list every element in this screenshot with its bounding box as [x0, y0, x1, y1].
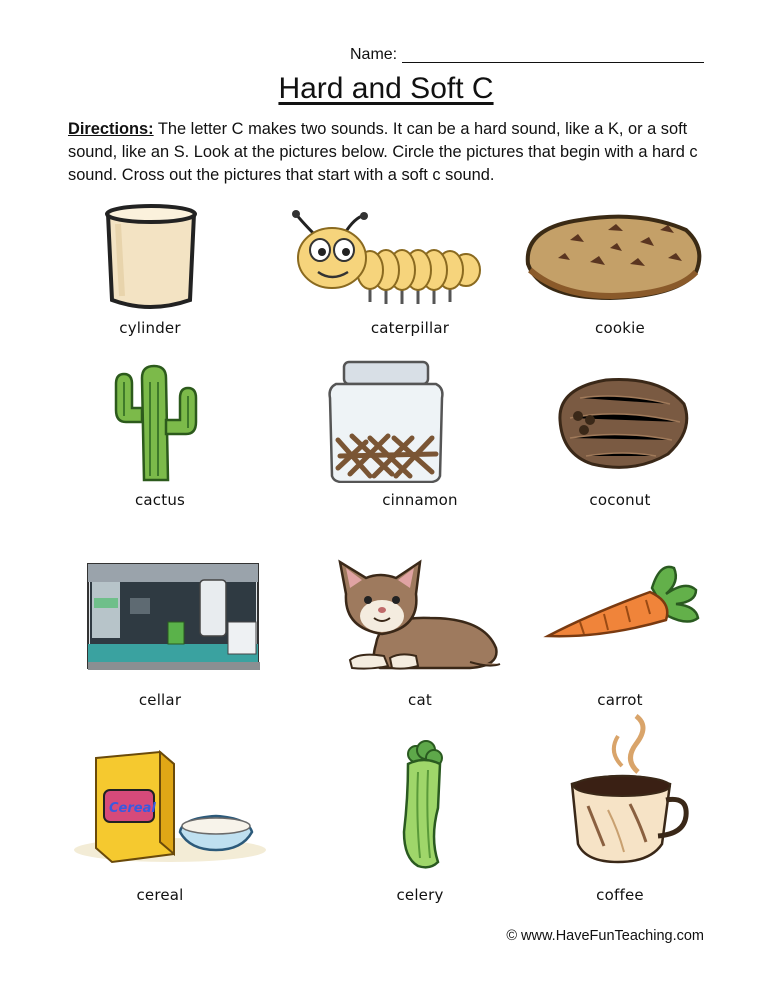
picture-label: coffee	[596, 886, 644, 904]
cactus-icon	[40, 358, 280, 483]
cookie-icon	[500, 200, 740, 315]
directions	[68, 118, 708, 187]
cylinder-icon	[30, 200, 270, 315]
svg-text:Cereal: Cereal	[109, 801, 156, 816]
directions-text: The letter C makes two sounds. It can be a hard sound, like a K, or a soft sound, like an S. Look at the pictures below. Circle the pictures that begin with a hard c sound. Cross out the pictures that start with a soft c sound.	[68, 120, 698, 184]
directions-label: Directions:	[68, 120, 154, 138]
picture-cell-cellar[interactable]	[40, 558, 280, 748]
picture-label: cat	[408, 691, 432, 709]
picture-cell-cereal[interactable]	[40, 746, 280, 936]
name-row	[350, 44, 704, 66]
picture-label: celery	[396, 886, 444, 904]
picture-label: carrot	[597, 691, 643, 709]
picture-cell-coffee[interactable]	[500, 706, 740, 904]
picture-label: cereal	[136, 886, 184, 904]
picture-label: cylinder	[119, 319, 181, 337]
coffee-cup-icon	[500, 706, 740, 871]
picture-label: coconut	[589, 491, 651, 509]
name-label: Name:	[350, 46, 398, 63]
picture-cell-cactus[interactable]	[40, 358, 280, 548]
cereal-box-icon	[40, 746, 280, 871]
name-line[interactable]	[402, 62, 704, 63]
picture-label: cookie	[595, 319, 645, 337]
picture-label: cactus	[134, 491, 186, 509]
picture-label: caterpillar	[370, 319, 450, 337]
caterpillar-icon	[290, 200, 530, 315]
worksheet-title: Hard and Soft C	[278, 72, 494, 105]
carrot-icon	[500, 558, 740, 678]
coconut-icon	[500, 358, 740, 483]
copyright-footer: © www.HaveFunTeaching.com	[506, 928, 704, 944]
picture-label: cinnamon	[382, 491, 458, 509]
cellar-icon	[40, 558, 280, 678]
picture-cell-coconut[interactable]	[500, 358, 740, 548]
picture-label: cellar	[138, 691, 182, 709]
